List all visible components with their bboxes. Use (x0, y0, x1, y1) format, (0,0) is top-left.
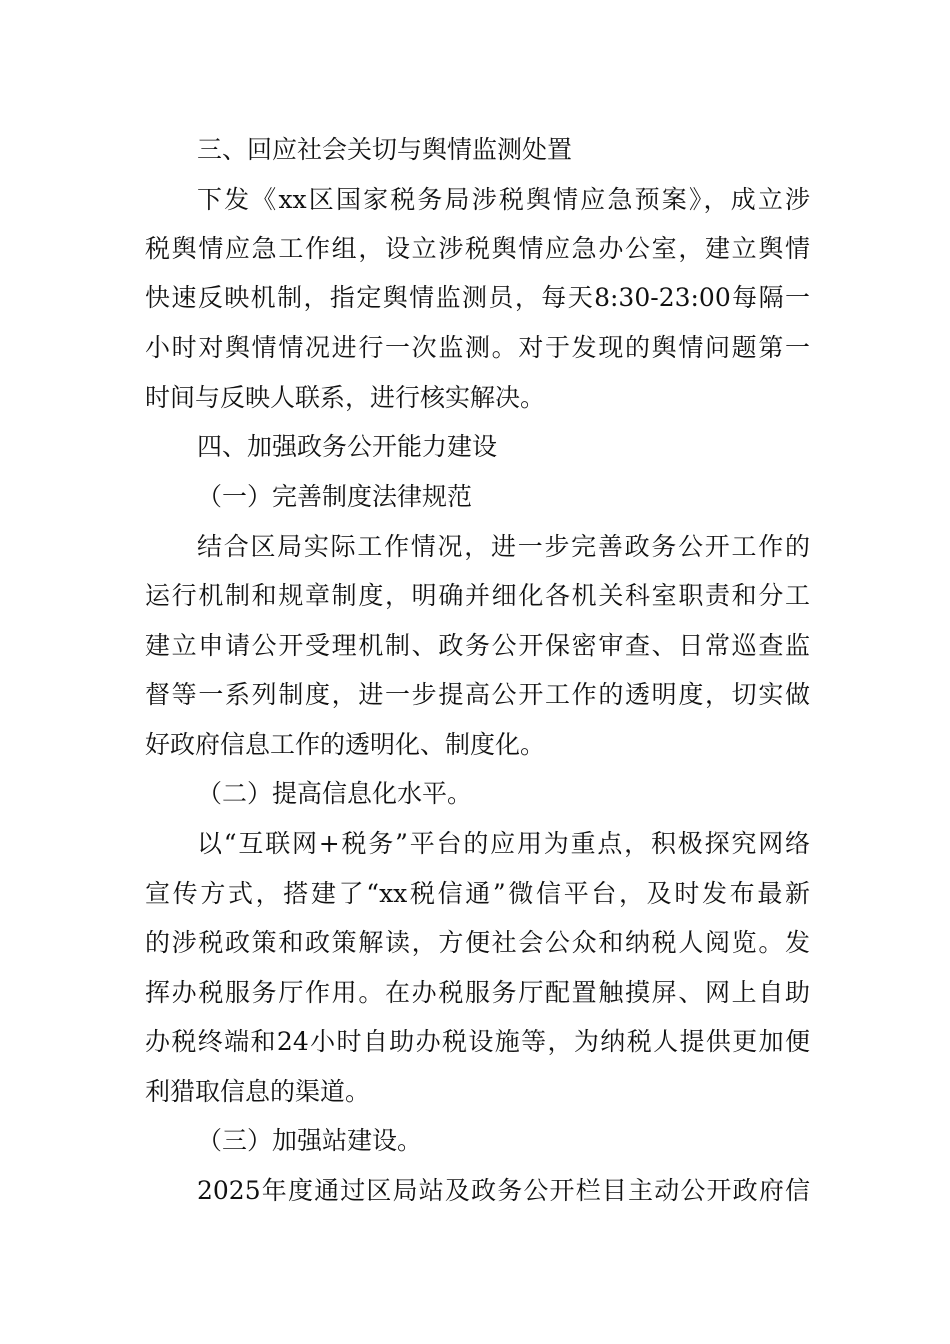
paragraph-line: 督等一系列制度，进一步提高公开工作的透明度，切实做 (145, 680, 810, 709)
paragraph-line: 结合区局实际工作情况，进一步完善政务公开工作的 (197, 532, 810, 561)
paragraph-line: 税舆情应急工作组，设立涉税舆情应急办公室，建立舆情 (145, 234, 810, 263)
paragraph-line: 建立申请公开受理机制、政务公开保密审查、日常巡查监 (145, 631, 810, 660)
paragraph-line: 运行机制和规章制度，明确并细化各机关科室职责和分工 (145, 581, 810, 610)
paragraph-line: 时间与反映人联系，进行核实解决。 (145, 383, 546, 412)
paragraph-line: 挥办税服务厅作用。在办税服务厅配置触摸屏、网上自助 (145, 978, 810, 1007)
paragraph-line: 下发《xx区国家税务局涉税舆情应急预案》，成立涉 (197, 185, 810, 214)
paragraph-line: 以“互联网+税务”平台的应用为重点，积极探究网络 (197, 829, 810, 858)
paragraph-line: 小时对舆情情况进行一次监测。对于发现的舆情问题第一 (145, 333, 810, 362)
paragraph-line: 快速反映机制，指定舆情监测员，每天8:30-23:00每隔一 (145, 283, 810, 312)
paragraph-line: 好政府信息工作的透明化、制度化。 (145, 730, 546, 759)
paragraph-line: 的涉税政策和政策解读，方便社会公众和纳税人阅览。发 (145, 928, 810, 957)
section-heading-4: 四、加强政务公开能力建设 (197, 432, 498, 461)
paragraph-line: 办税终端和24小时自助办税设施等，为纳税人提供更加便 (145, 1027, 810, 1056)
subsection-heading-2: （二）提高信息化水平。 (197, 779, 473, 808)
paragraph-line: 宣传方式，搭建了“xx税信通”微信平台，及时发布最新 (145, 879, 810, 908)
subsection-heading-3: （三）加强站建设。 (197, 1126, 423, 1155)
section-heading-3: 三、回应社会关切与舆情监测处置 (197, 135, 573, 164)
paragraph-line: 利猎取信息的渠道。 (145, 1077, 371, 1106)
subsection-heading-1: （一）完善制度法律规范 (197, 482, 473, 511)
paragraph-line: 2025年度通过区局站及政务公开栏目主动公开政府信 (197, 1176, 810, 1205)
